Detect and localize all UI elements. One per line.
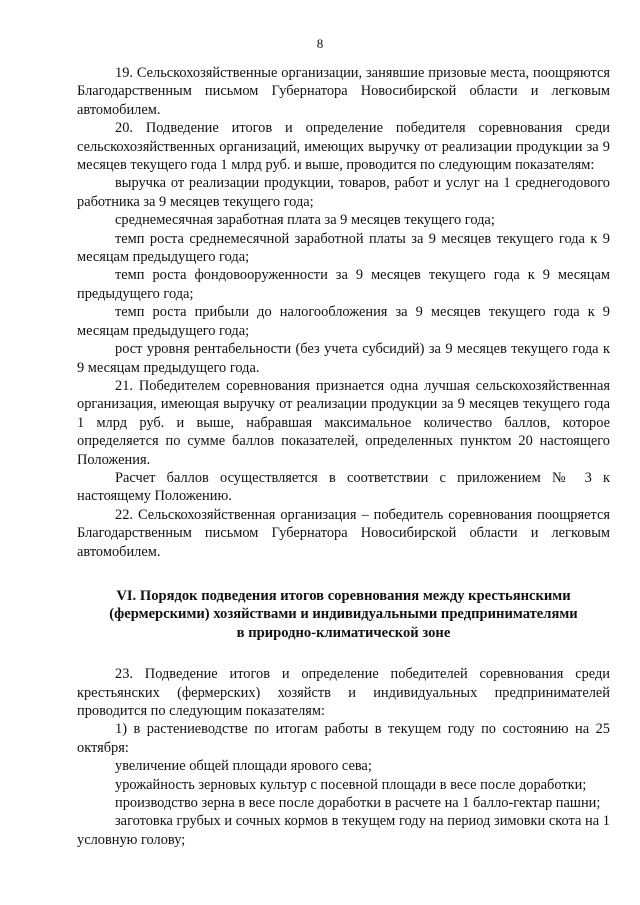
- indicator-profitability-growth: рост уровня рентабельности (без учета субсидий) за 9 месяцев текущего года к 9 месяцам предыдущего года.: [77, 341, 610, 376]
- indicator-average-salary: среднемесячная заработная плата за 9 месяцев текущего года;: [115, 212, 495, 229]
- indicator-grain-yield: урожайность зерновых культур с посевной площади в весе после доработки;: [115, 776, 587, 793]
- section-heading-line-1: VI. Порядок подведения итогов соревнования между крестьянскими: [116, 587, 571, 604]
- indicator-sowing-area: увеличение общей площади ярового сева;: [115, 758, 372, 775]
- indicator-revenue-per-worker: выручка от реализации продукции, товаров, работ и услуг на 1 среднегодового работника за 9 месяцев текущего года;: [77, 175, 610, 210]
- indicator-profit-growth: темп роста прибыли до налогообложения за 9 месяцев текущего года к 9 месяцам предыдущего года;: [77, 304, 610, 339]
- indicator-capital-equipment-growth: темп роста фондовооруженности за 9 месяцев текущего года к 9 месяцам предыдущего года;: [77, 267, 610, 302]
- indicator-grain-per-ball-hectare: производство зерна в весе после доработки в расчете на 1 балло-гектар пашни;: [115, 795, 601, 812]
- section-heading-vi: [77, 587, 610, 642]
- paragraph-23: 23. Подведение итогов и определение победителей соревнования среди крестьянских (фермерских) хозяйств и индивидуальных предпринимателей проводится по следующим показателям:: [77, 666, 610, 719]
- paragraph-scoring: Расчет баллов осуществляется в соответствии с приложением № 3 к настоящему Положению.: [77, 469, 610, 505]
- section-heading-line-3: в природно-климатической зоне: [236, 624, 451, 641]
- section-heading-line-2: (фермерскими) хозяйствами и индивидуальными предпринимателями: [109, 606, 578, 623]
- indicator-fodder-per-head: заготовка грубых и сочных кормов в текущем году на период зимовки скота на 1 условную голову;: [77, 813, 610, 848]
- crop-production-item: 1) в растениеводстве по итогам работы в текущем году по состоянию на 25 октября:: [77, 721, 610, 756]
- paragraph-22: 22. Сельскохозяйственная организация – победитель соревнования поощряется Благодарственным письмом Губернатора Новосибирской области и легковым автомобилем.: [77, 506, 610, 560]
- document-body: [77, 64, 610, 849]
- page-number: 8: [316, 36, 324, 51]
- paragraph-20: 20. Подведение итогов и определение победителя соревнования среди сельскохозяйственных организаций, имеющих выручку от реализации продукции за 9 месяцев текущего года 1 млрд руб. и выше, проводится по следующим показателям:: [77, 120, 610, 174]
- indicator-salary-growth: темп роста среднемесячной заработной платы за 9 месяцев текущего года к 9 месяцам предыдущего года;: [77, 230, 610, 266]
- paragraph-21: 21. Победителем соревнования признается одна лучшая сельскохозяйственная организация, имеющая выручку от реализации продукции за 9 месяцев текущего года 1 млрд руб. и выше, набравшая максимальное количество баллов, которое определяется по сумме баллов показателей, определенных пунктом 20 настоящего Положения.: [77, 377, 610, 468]
- paragraph-19: 19. Сельскохозяйственные организации, занявшие призовые места, поощряются Благодарственным письмом Губернатора Новосибирской области и легковым автомобилем.: [77, 65, 610, 118]
